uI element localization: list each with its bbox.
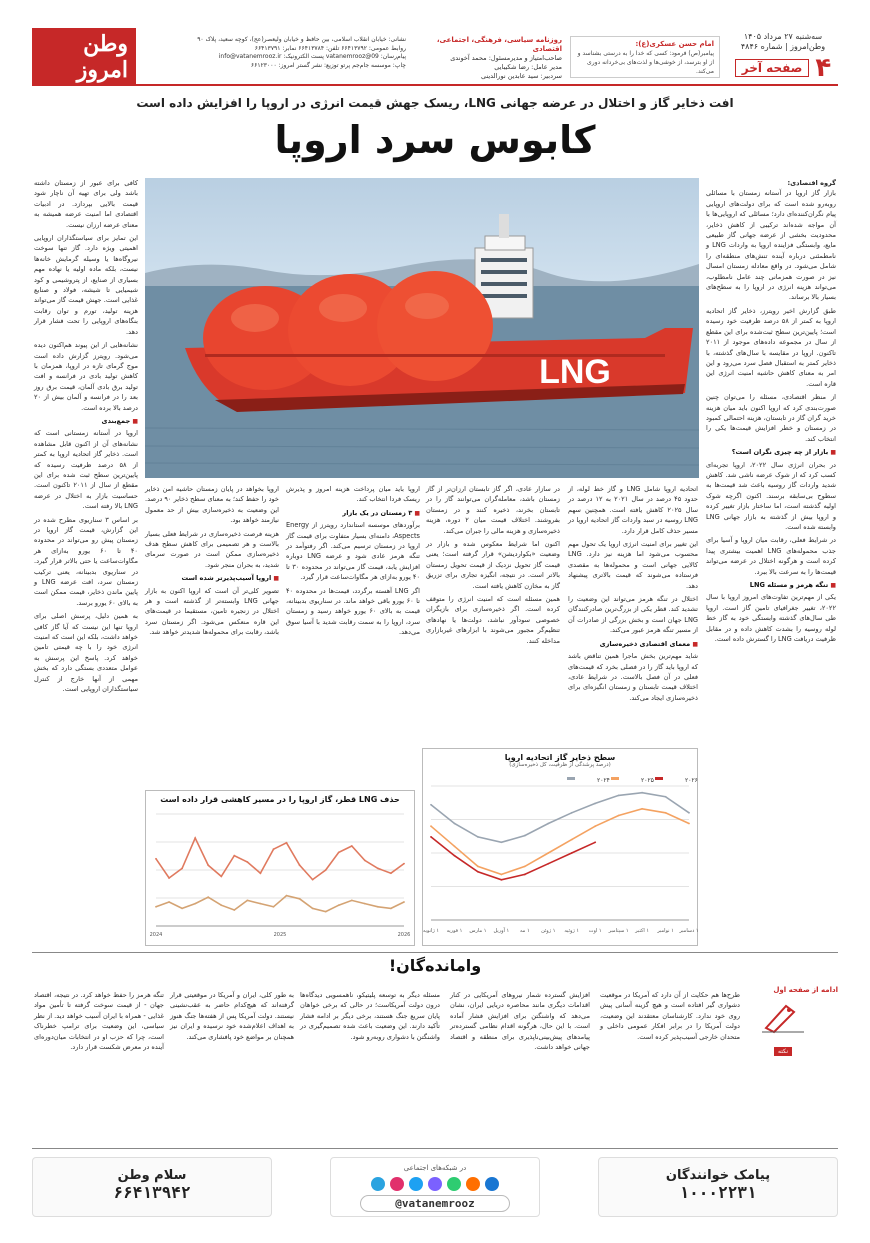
x-tick-label: ۱ مه — [519, 928, 530, 934]
soroush-icon[interactable] — [485, 1177, 499, 1191]
lead-label: گروه اقتصادی: — [787, 179, 836, 187]
issue-line: وطن‌امروز | شماره ۴۸۴۶ — [740, 42, 826, 51]
data-point — [299, 864, 301, 866]
paragraph: اکنون اما شرایط معکوس شده و بازار در وضعیت «بکواردیشن» قرار گرفته است؛ یعنی قیمت گاز تحویل نزدیک از قیمت تحویل زمستان بالاتر است. در نتیجه، انگیزه تجاری برای تزریق گاز به مخازن کاهش یافته است. — [426, 540, 560, 590]
data-point — [246, 900, 248, 902]
staff-box — [412, 30, 562, 84]
paragraph: همین مسئله است که امنیت انرژی را متوقف کرده است. اگر ذخیره‌سازی برای بازیگران خصوصی سودآور نباشد، دولت‌ها یا نهادهای تنظیم‌گر مجبور می‌شوند با ابزارهای غیربازاری مداخله کنند. — [426, 595, 560, 645]
data-point — [338, 904, 340, 906]
data-point — [377, 868, 379, 870]
x-tick-label: ۱ ژوئیه — [564, 928, 580, 934]
series-line — [156, 838, 404, 880]
date-line: سه‌شنبه ۲۷ مرداد ۱۴۰۵ — [743, 32, 823, 41]
data-point — [594, 803, 596, 805]
data-point — [273, 906, 275, 908]
data-point — [325, 869, 327, 871]
data-point — [571, 852, 573, 854]
data-point — [618, 794, 620, 796]
paper-type: روزنامه سیاسی، فرهنگی، اجتماعی، اقتصادی — [436, 36, 562, 53]
data-point — [524, 835, 526, 837]
subheading: ■ بازار از چه چیزی نگران است؟ — [706, 447, 836, 458]
article-column-6 — [145, 484, 279, 784]
data-point — [524, 874, 526, 876]
data-point — [168, 901, 170, 903]
quote-text: پیامبر(ص) فرمود: کسی که خدا را به درستی بشناسد و از او بترسد، از خوشی‌ها و لذت‌های بی‌خردانه دوری می‌کند. — [577, 50, 714, 75]
pen-nib-icon — [756, 998, 810, 1034]
paragraph: از منظر اقتصادی، مسئله را می‌توان چنین صورت‌بندی کرد که اروپا اکنون باید میان هزینه خرید گران گاز در تابستان، هزینه احتمالی کمبود در زمستان و خطر افزایش قیمت‌ها یکی را انتخاب کند. — [706, 393, 836, 443]
data-point — [312, 908, 314, 910]
data-point — [665, 796, 667, 798]
data-point — [641, 792, 643, 794]
subheading: ■ معمای اقتصادی ذخیره‌سازی — [568, 639, 698, 650]
data-point — [688, 812, 690, 814]
data-point — [477, 871, 479, 873]
x-tick-label: 2025 — [273, 932, 287, 938]
data-point — [688, 823, 690, 825]
x-tick-label: ۱ اکتبر — [635, 928, 650, 934]
series-line — [431, 793, 689, 843]
social-handle[interactable]: @vatanemrooz — [360, 1195, 510, 1212]
data-point — [454, 845, 456, 847]
paragraph: در سازار عادی، اگر گاز تابستان ارزان‌تر از گاز زمستان باشد، معامله‌گران می‌توانند گاز را در تابستان بخرند، ذخیره کنند و در زمستان بفروشند. اختلاف قیمت میان ۲ دوره، هزینه ذخیره‌سازی و هزینه مالی را جبران می‌کند. — [426, 485, 560, 535]
bottom-article-title: وامانده‌گان! — [388, 956, 482, 975]
social-icons — [331, 1177, 539, 1191]
data-point — [430, 825, 432, 827]
data-point — [220, 876, 222, 878]
data-point — [641, 808, 643, 810]
data-point — [273, 848, 275, 850]
paragraph: تصویر کلی‌تر آن است که اروپا اکنون به بازار جهانی LNG وابسته‌تر از گذشته است و هر اختلال در زنجیره تامین، مستقیما در قیمت‌های این قاره منعکس می‌شود. اگر زمستان سرد باشد، رقابت برای محموله‌ها شدیدتر خواهد شد. — [145, 586, 279, 637]
data-point — [364, 903, 366, 905]
data-point — [547, 852, 549, 854]
sms-title: پیامک خوانندگان — [665, 1168, 771, 1183]
paragraph: به همین دلیل، پرسش اصلی برای اروپا تنها این نیست که آیا گاز کافی خواهد داشت، بلکه این است که امنیت انرژی خود را با چه قیمتی تامین خواهد کرد. پاسخ این پرسش به عوامل متعددی بستگی دارد که بخش مهمی از آنها خارج از کنترل سیاستگذاران اروپایی است. — [34, 612, 138, 694]
data-point — [390, 908, 392, 910]
paragraph: اروپا بخواهد در پایان زمستان حاشیه امن ذخایر خود را حفظ کند؛ به معنای سطح ذخایر ۹۰ درصد. این وضعیت به ذخیره‌سازی بیش از حد معمول نیازمند خواهد بود. — [145, 485, 279, 525]
data-point — [524, 866, 526, 868]
data-point — [181, 908, 183, 910]
data-point — [260, 903, 262, 905]
eitaa-icon[interactable] — [428, 1177, 442, 1191]
hull-lettering: LNG — [539, 353, 611, 391]
bottom-column-5: تنگه هرمز را حفظ خواهد کرد. در نتیجه، اقتصاد جهان - از قیمت سوخت گرفته تا تأمین مواد غذایی - همراه با ایران آسیب خواهد دید. از نظر سیاسی، این وضعیت برای ترامپ خطرناک است، چرا که حزب او در انتخابات میان‌دوره‌ای آینده در معرض شکست قرار دارد. — [34, 991, 164, 1052]
data-point — [500, 841, 502, 843]
x-tick-label: 2026 — [397, 932, 411, 938]
headline-title: کابوس سرد اروپا — [274, 118, 596, 162]
address-line: نشانی: خیابان انقلاب اسلامی، بین حافظ و خیابان ولیعصر(عج)، کوچه سعید، پلاک ۹۰ — [197, 36, 406, 43]
bottom-column-4: به طور کلی، ایران و آمریکا در موقعیتی قرار گرفته‌اند که هیچ‌کدام حاضر به عقب‌نشینی نیستند. دولت آمریکا پس از هفته‌ها جنگ هنوز به اهداف اعلام‌شده خود نرسیده و ایران نیز همچنان بر مواضع خود پافشاری می‌کند. — [170, 991, 294, 1041]
paragraph: اروپا باید میان پرداخت هزینه امروز و پذیرش ریسک فردا انتخاب کند. — [286, 485, 420, 504]
data-point — [338, 852, 340, 854]
x-icon[interactable] — [409, 1177, 423, 1191]
paragraph: بازار گاز اروپا در آستانه زمستان با مسائلی روبه‌رو شده است که برای دولت‌های اروپایی پیام نگران‌کننده‌ای دارد؛ مسائلی که اروپایی‌ها با آن مواجه شده‌اند ترکیبی از کاهش ذخایر، محدودیت بخشی از عرضه جهانی گاز طبیعی مایع، وابستگی فزاینده اروپا به واردات LNG و نامطمئنی درباره آینده تنش‌های منطقه‌ای را شامل می‌شود. در واقع معادله زمستان امسال نیز در صورت همزمانی چند عامل نامطلوب، می‌تواند هزینه انرژی در اروپا را به سطح‌های بسیار بالا برساند. — [706, 189, 837, 302]
address-line: چاپ: موسسه جام‌جم پرتو توزیع: نشر گستر امروز: ۶۶۱۲۳۰۰۰ — [250, 61, 406, 69]
data-point — [430, 804, 432, 806]
data-point — [194, 903, 196, 905]
x-tick-label: ۱ ژانویه — [422, 928, 440, 934]
legend-swatch — [567, 777, 575, 780]
data-point — [168, 877, 170, 879]
paragraph: طبق گزارش اخیر رویترز، ذخایر گاز اتحادیه اروپا به کمتر از ۵۸ درصد ظرفیت خود رسیده است؛ پایین‌ترین سطح ثبت‌شده برای این مقطع از سال در مجموعه داده‌های موجود از ۲۰۱۱ تاکنون. اروپا در مقایسه با سال‌های گذشته، با ذخایر کمتر به استقبال فصل سرد می‌رود و این امر به معنای کاهش حاشیه امنیت انرژی این قاره است. — [706, 306, 836, 388]
chart-title: حذف LNG قطر، گاز اروپا را در مسیر کاهشی قرار داده است — [160, 795, 400, 804]
hello-vatan-box[interactable] — [32, 1157, 272, 1217]
data-point — [207, 864, 209, 866]
paragraph: این تغییر برای امنیت انرژی اروپا یک تحول مهم محسوب می‌شود اما هزینه نیز دارد. LNG کالایی جهانی است و محموله‌ها به مقصدی فرستاده می‌شوند که قیمت بالاتری پیشنهاد دهد. — [568, 540, 698, 590]
paragraph: اگر LNG آهسته برگردد، قیمت‌ها در محدوده ۴۰ تا ۶۰ یورو باقی خواهد ماند. در سناریوی بدبینانه، قیمت به بالای ۶۰ یورو خواهد رسید و زمستان سرد، اروپا را به سمت رقابت شدید با آسیا سوق می‌دهد. — [286, 586, 420, 637]
data-point — [477, 836, 479, 838]
staff-line: صاحب‌امتیاز و مدیرمسئول: محمد آخوندی — [450, 54, 562, 62]
data-point — [233, 855, 235, 857]
staff-line: مدیر عامل: رضا شکیبایی — [494, 63, 562, 71]
legend-swatch — [655, 777, 663, 780]
footer-divider — [32, 1148, 838, 1149]
data-point — [325, 911, 327, 913]
x-tick-label: ۱ اوت — [588, 928, 602, 934]
paragraph: در بحران انرژی سال ۲۰۲۲، اروپا تجربه‌ای کسب کرد که از شوک عرضه ناشی شد. کاهش شدید واردات گاز روسیه باعث شد قیمت‌ها به سطوح بی‌سابقه برسند. اکنون اگرچه شوک اولیه گذشته است، اما ساختار بازار تغییر کرده و اروپا بیش از گذشته به بازار جهانی LNG وابسته شده است. — [706, 460, 836, 531]
hello-title: سلام وطن — [117, 1168, 187, 1183]
data-point — [364, 860, 366, 862]
instagram-icon[interactable] — [390, 1177, 404, 1191]
page-info — [728, 30, 838, 84]
x-tick-label: ۱ آوریل — [493, 928, 510, 934]
chart-title: سطح ذخایر گاز اتحادیه اروپا — [504, 753, 616, 762]
data-point — [618, 815, 620, 817]
paragraph: در شرایط فعلی، رقابت میان اروپا و آسیا برای جذب محموله‌های LNG اهمیت بیشتری پیدا کرده است و هرگونه اختلال در عرضه می‌تواند قیمت‌ها را به سرعت بالا ببرد. — [706, 536, 836, 576]
data-point — [571, 839, 573, 841]
data-point — [547, 863, 549, 865]
data-point — [181, 868, 183, 870]
data-point — [500, 879, 502, 881]
qatar-lng-chart — [145, 790, 415, 946]
social-box — [330, 1157, 540, 1217]
note-box — [728, 986, 838, 1146]
address-line: روابط عمومی: ۶۶۴۱۳۷۹۲ تلفن: ۶۶۴۱۳۷۸۴ نمابر: ۶۶۴۱۳۷۹۱ — [254, 44, 406, 52]
paragraph: کافی برای عبور از زمستان داشته باشد ولی برای تهیه آن ناچار شود قیمت بالایی بپردازد. در ادبیات اقتصادی اما امنیت عرضه همیشه به معنای عرضه ارزان نیست. — [34, 179, 138, 229]
gas-storage-plot — [423, 768, 697, 936]
quote-author: امام حسن عسکری(ع): — [635, 40, 714, 48]
data-point — [390, 872, 392, 874]
data-point — [377, 906, 379, 908]
hello-number: ۶۶۴۱۳۹۴۲ — [113, 1183, 191, 1202]
series-line — [431, 837, 595, 880]
page-number: ۴ — [815, 53, 832, 83]
address-box — [136, 30, 412, 84]
article-column-1 — [706, 178, 836, 948]
reader-sms-box[interactable] — [598, 1157, 838, 1217]
data-point — [665, 812, 667, 814]
page-label — [735, 53, 831, 83]
data-point — [547, 823, 549, 825]
logo[interactable] — [32, 30, 136, 84]
gas-storage-chart — [422, 748, 698, 946]
masthead — [32, 30, 838, 86]
data-point — [403, 901, 405, 903]
data-point — [312, 879, 314, 881]
data-point — [594, 825, 596, 827]
legend-swatch — [611, 777, 619, 780]
data-point — [233, 909, 235, 911]
x-tick-label: 2024 — [149, 932, 163, 938]
subheading: ■ جمع‌بندی — [34, 416, 138, 427]
data-point — [403, 863, 405, 865]
paragraph: یکی از مهم‌ترین تفاوت‌های امروز اروپا با سال ۲۰۲۲، تغییر جغرافیای تامین گاز است. اروپا طی سال‌های گذشته وابستگی خود به گاز خط لوله روسیه را بشدت کاهش داده و در مقابل ظرفیت دریافت LNG را گسترش داده است. — [706, 593, 836, 644]
data-point — [351, 845, 353, 847]
social-label: در شبکه‌های اجتماعی — [403, 1164, 467, 1172]
data-point — [207, 896, 209, 898]
staff-line: سردبیر: سید عابدین نورالدینی — [480, 72, 562, 80]
article-column-3 — [568, 484, 698, 744]
section-divider — [32, 952, 838, 953]
headline-kicker: افت ذخایر گاز و اختلال در عرضه جهانی LNG، ریسک جهش قیمت انرژی در اروپا را افزایش داده است — [136, 96, 734, 110]
x-tick-label: ۱ دسامبر — [679, 928, 699, 934]
data-point — [194, 837, 196, 839]
article-column-5 — [286, 484, 420, 784]
data-point — [594, 841, 596, 843]
data-point — [155, 906, 157, 908]
paragraph: اختلال در تنگه هرمز می‌تواند این وضعیت را تشدید کند. قطر یکی از بزرگ‌ترین صادرکنندگان LNG جهان است و بخش بزرگی از صادرات آن از مسیر تنگه هرمز عبور می‌کند. — [568, 595, 698, 635]
chart-subtitle: (درصد پرشدگی از ظرفیت، کل ذخیره‌سازی) — [509, 762, 611, 768]
paragraph: بر اساس ۳ سناریوی مطرح شده در این گزارش، قیمت گاز اروپا در زمستان پیش رو می‌تواند در محدوده ۴۰ تا ۶۰ یورو به‌ازای هر مگاوات‌ساعت یا حتی بالاتر قرار گیرد. در سناریوی بدبینانه، یعنی ترکیب زمستان سرد، افت عرضه LNG و پایین ماندن ذخایر، قیمت ممکن است به بالای ۶۰ یورو برسد. — [34, 515, 139, 607]
bale-icon[interactable] — [447, 1177, 461, 1191]
x-tick-label: ۱ فوریه — [446, 928, 463, 934]
paragraph: شاید مهم‌ترین بخش ماجرا همین تناقض باشد که اروپا باید گاز را در فصلی بخرد که قیمت‌های فعلی در آن فصل بالاست. در شرایط عادی، اختلاف قیمت تابستان و زمستان انگیزه‌ای برای ذخیره‌سازی ایجاد می‌کند. — [568, 652, 698, 702]
sms-number: ۱۰۰۰۲۲۳۱ — [679, 1183, 757, 1202]
bottom-column-3: مسئله دیگر به توسعه پلیتیکو، ناهمسویی دیدگاه‌ها درون دولت آمریکاست؛ در حالی که برخی خواهان پایان سریع جنگ هستند، برخی دیگر بر ادامه فشار تأکید دارند. این وضعیت باعث شده تصمیم‌گیری در واشنگتن با دشواری روبه‌رو شود. — [300, 991, 440, 1041]
page-name: صفحه آخر — [735, 59, 810, 77]
x-tick-label: ۱ مارس — [469, 928, 487, 934]
data-point — [477, 866, 479, 868]
rubika-icon[interactable] — [466, 1177, 480, 1191]
hadith-box — [570, 36, 720, 78]
paragraph: نشانه‌هایی از این پیوند هم‌اکنون دیده می‌شود. رویترز گزارش داده است موج گرمای تازه در اروپا، همزمان با کاهش تولید بادی در فرانسه و افت تولید برق بادی آلمان، قیمت برق روز بعد را در فرانسه و آلمان بیش از ۲۰ درصد بالا برده است. — [34, 341, 138, 412]
data-point — [571, 812, 573, 814]
x-tick-label: ۱ ژوئن — [541, 928, 556, 934]
note-continued: ادامه از صفحه اول — [773, 986, 838, 994]
paragraph: اتحادیه اروپا شامل LNG و گاز خط لوله، از حدود ۴۵ درصد در سال ۲۰۲۱ به ۱۲ درصد در سال ۲۰۲۵ کاهش یافته است. همچنین سهم LNG روسیه در سبد واردات گاز اتحادیه اروپا در مسیر حذف کامل قرار دارد. — [568, 485, 698, 535]
data-point — [454, 855, 456, 857]
subheading: ■ تنگه هرمز و مسئله LNG — [706, 580, 836, 591]
logo-text: وطن امروز — [32, 28, 136, 86]
qatar-lng-plot — [146, 804, 414, 940]
bottom-column-1: طرح‌ها هم حکایت از آن دارد که آمریکا در موقعیت دشواری گیر افتاده است و هیچ گزینه آسانی پیش روی خود ندارد. کارشناسان معتقدند این وضعیت، دولت آمریکا را در برابر افکار عمومی داخلی و متحدان خارجی آسیب‌پذیر کرده است. — [600, 991, 740, 1041]
subheading: ■ ۳ زمستان در یک بازار — [286, 508, 420, 519]
data-point — [260, 872, 262, 874]
data-point — [500, 874, 502, 876]
paragraph: این تمایز برای سیاستگذاران اروپایی اهمیتی ویژه دارد. گاز تنها سوخت نیروگاه‌ها یا وسیله گرمایش خانه‌ها نیست، بلکه ماده اولیه یا نهاده مهم بسیاری از صنایع، از پتروشیمی و کود شیمیایی تا شیشه، فولاد و صنایع غذایی است. جهش قیمت گاز می‌تواند هزینه تولید، تورم و توان رقابت بنگاه‌های اروپایی را تحت فشار قرار دهد. — [34, 234, 138, 336]
telegram-icon[interactable] — [371, 1177, 385, 1191]
paragraph: برآوردهای موسسه استاندارد رویترز از Energy Aspects، دامنه‌ای بسیار متفاوت برای قیمت گاز اروپا در زمستان ترسیم می‌کند. اگر رفتوآمد در تنگه هرمز عادی شود و عرضه LNG دوباره افزایش یابد، قیمت گاز می‌تواند در محدوده ۳۰ تا ۴۰ یورو به‌ازای هر مگاوات‌ساعت قرار گیرد. — [286, 521, 420, 582]
legend-label: ۲۰۲۵ — [641, 777, 654, 784]
lng-tanker-illustration — [145, 178, 699, 478]
address-line: پیام‌رسان: 09@vatanemrooz پست الکترونیک: info@vatanemrooz.ir — [218, 53, 406, 60]
article-column-4 — [426, 484, 560, 744]
data-point — [351, 900, 353, 902]
legend-label: ۲۰۲۴ — [597, 777, 610, 784]
x-tick-label: ۱ سپتامبر — [608, 928, 629, 934]
data-point — [246, 861, 248, 863]
subheading: ■ اروپا آسیب‌پذیرتر شده است — [145, 573, 279, 584]
paragraph: اروپا در آستانه زمستانی است که نشانه‌های آن از اکنون قابل مشاهده است. ذخایر گاز اتحادیه اروپا به کمتر از ۵۸ درصد ظرفیت رسیده که پایین‌ترین سطح ثبت شده برای این مقطع از سال از ۲۰۱۱ تاکنون است. حساسیت بازار به اختلال در عرضه LNG بالا رفته است. — [34, 429, 138, 511]
data-point — [299, 898, 301, 900]
x-tick-label: ۱ نوامبر — [657, 928, 674, 934]
data-point — [286, 895, 288, 897]
paragraph: هزینه فرصت ذخیره‌سازی در شرایط فعلی بسیار بالاست و هر تصمیمی برای کاهش سطح هدف ذخیره‌سازی ممکن است در صورت سرمای شدید، به بحران منجر شود. — [145, 529, 279, 569]
data-point — [286, 842, 288, 844]
legend-label: ۲۰۲۶ — [685, 777, 698, 784]
data-point — [454, 823, 456, 825]
lng-tanker-photo — [145, 178, 699, 478]
data-point — [155, 858, 157, 860]
note-tag: نکته — [774, 1047, 792, 1056]
bottom-column-2: افزایش گسترده شمار نیروهای آمریکایی در کنار اقدامات دیگری مانند محاصره دریایی ایران، نشان می‌دهد که واشنگتن برای افزایش فشار آماده است. با این حال، هرگونه اقدام نظامی گسترده‌تر پیامدهای پیش‌بینی‌ناپذیری برای منطقه و اقتصاد جهانی خواهد داشت. — [450, 991, 590, 1052]
data-point — [220, 904, 222, 906]
data-point — [430, 836, 432, 838]
article-column-2 — [34, 178, 138, 948]
